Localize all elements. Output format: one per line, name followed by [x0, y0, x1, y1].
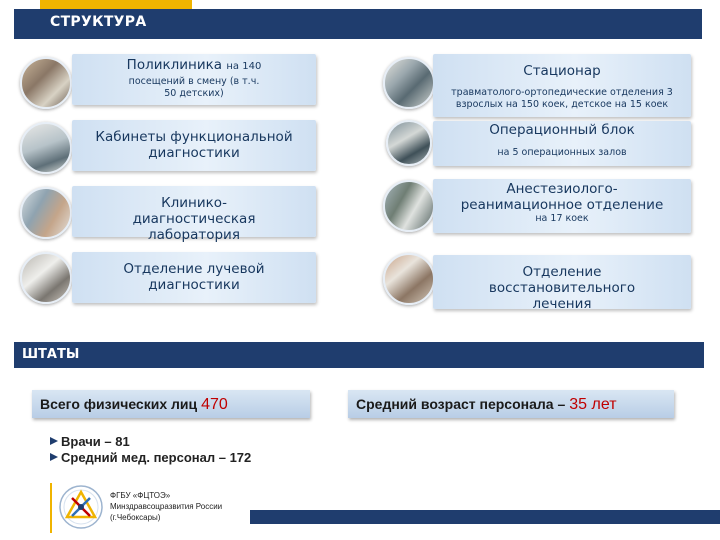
unit-detail: на 5 операционных залов	[497, 147, 627, 158]
unit-title: Операционный блок	[489, 122, 635, 138]
staff-bar	[14, 342, 704, 368]
polyclinic-photo	[20, 57, 72, 109]
unit-card-anesthesiology	[433, 179, 691, 233]
footer-bar	[250, 510, 720, 524]
unit-detail: посещений в смену (в т.ч. 50 детских)	[128, 76, 260, 99]
unit-title: Отделение лучевой диагностики	[123, 261, 265, 293]
bullet-triangle-icon	[50, 437, 58, 445]
unit-card-polyclinic	[72, 54, 316, 105]
average-age-label: Средний возраст персонала –	[356, 396, 566, 412]
unit-title: Кабинеты функциональной диагностики	[95, 129, 293, 161]
bullet-triangle-icon	[50, 453, 58, 461]
radiology-photo	[20, 252, 72, 304]
staff-breakdown-item: Средний мед. персонал – 172	[50, 450, 251, 465]
staff-title: ШТАТЫ	[22, 347, 80, 362]
unit-card-radiology	[72, 252, 316, 303]
rehabilitation-photo	[383, 253, 435, 305]
organization-name: ФГБУ «ФЦТОЭ» Минздравсоцразвития России (г.Чебоксары)	[110, 491, 223, 522]
laboratory-photo	[20, 187, 72, 239]
organization-logo-icon	[58, 484, 104, 530]
logo-divider	[50, 483, 52, 533]
unit-detail: травматолого-ортопедические отделения 3 взрослых на 150 коек, детское на 15 коек	[451, 87, 673, 110]
total-staff-pill	[32, 390, 310, 418]
unit-card-hospital	[433, 54, 691, 117]
header-gold-accent	[40, 0, 192, 9]
unit-title: Отделение восстановительного лечения	[488, 264, 636, 312]
unit-detail: на 17 коек	[535, 213, 589, 224]
staff-breakdown-item: Врачи – 81	[50, 434, 130, 449]
unit-card-laboratory	[72, 186, 316, 243]
unit-card-rehabilitation	[433, 255, 691, 312]
unit-title: Поликлиника на 140	[126, 57, 262, 73]
total-staff-value: 470	[201, 396, 228, 413]
average-age-value: 35 лет	[569, 396, 617, 413]
unit-card-functional-diagnostics	[72, 120, 316, 171]
page-title: СТРУКТУРА	[50, 14, 147, 30]
total-staff-label: Всего физических лиц	[40, 396, 198, 412]
unit-title: Стационар	[523, 63, 601, 79]
operating-unit-photo	[386, 120, 432, 166]
anesthesiology-photo	[383, 180, 435, 232]
unit-title: Анестезиолого-реанимационное отделение	[460, 181, 664, 213]
hospital-photo	[383, 57, 435, 109]
unit-title: Клинико-диагностическая лаборатория	[132, 195, 256, 243]
unit-card-operating	[433, 121, 691, 166]
average-age-pill	[348, 390, 674, 418]
functional-diagnostics-photo	[20, 122, 72, 174]
